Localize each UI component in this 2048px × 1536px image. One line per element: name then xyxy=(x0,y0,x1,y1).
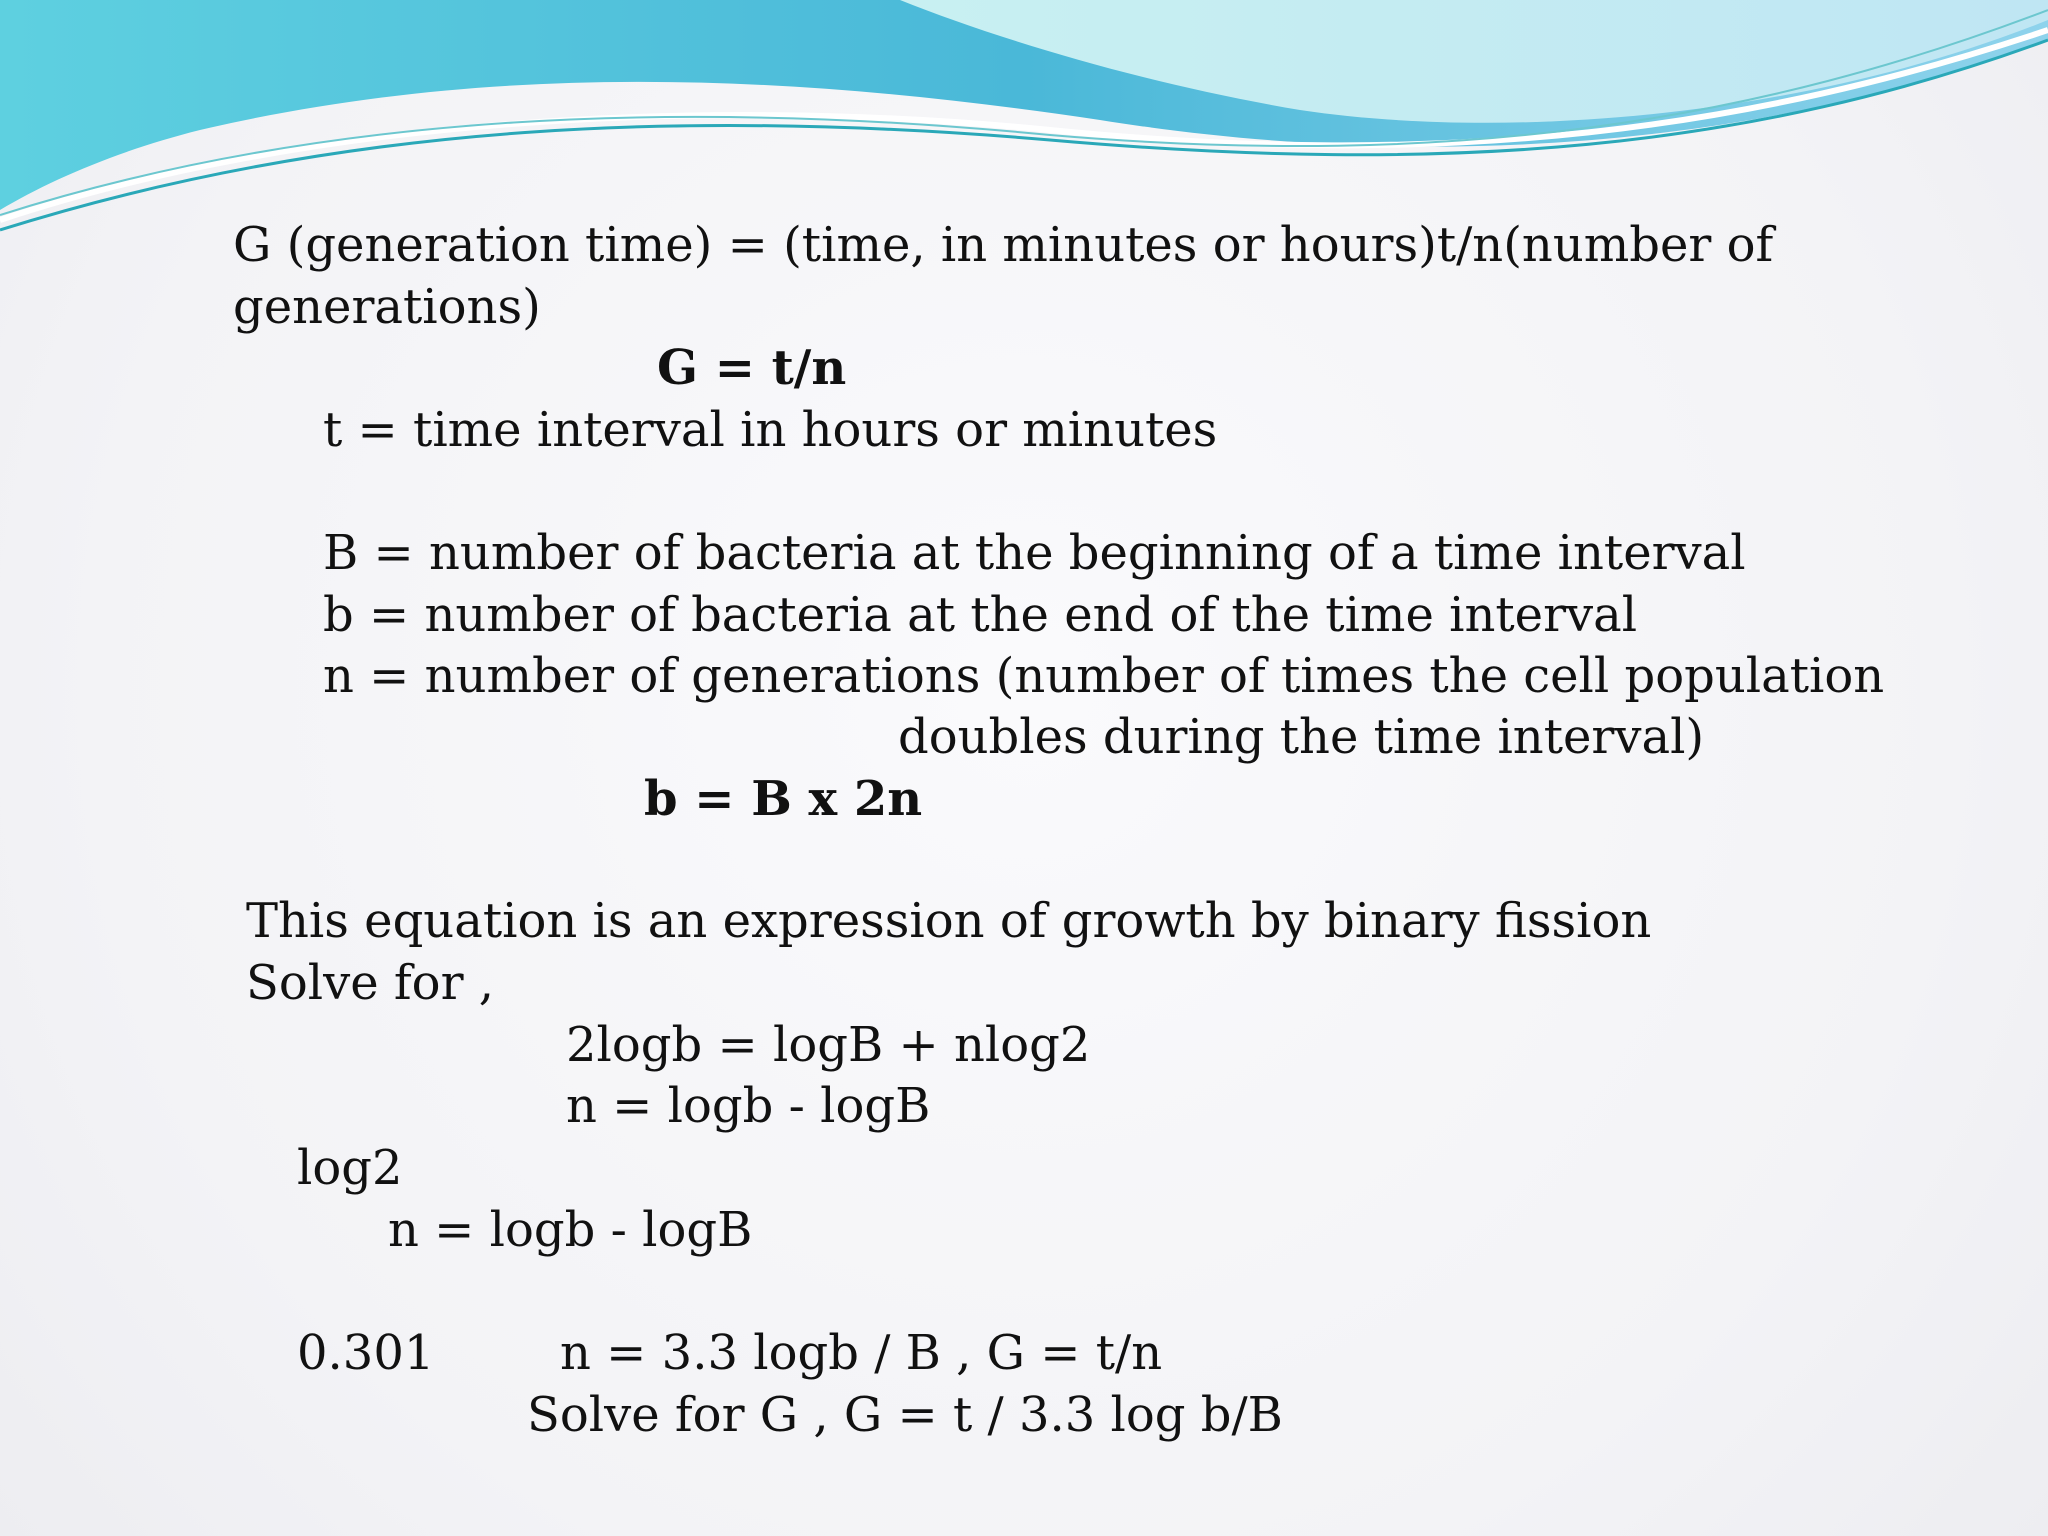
equation-log-2: n = logb - logB xyxy=(566,1078,931,1134)
equation-log-3: n = logb - logB xyxy=(388,1202,753,1258)
definition-b: b = number of bacteria at the end of the time interval xyxy=(323,587,1638,643)
equation-n-final: n = 3.3 logb / B , G = t/n xyxy=(560,1325,1163,1381)
definition-n-continued: doubles during the time interval) xyxy=(898,709,1705,765)
text-log2: log2 xyxy=(297,1140,403,1196)
text-solve-for: Solve for , xyxy=(246,955,495,1011)
definition-n: n = number of generations (number of times the cell population xyxy=(323,648,1885,704)
definition-B: B = number of bacteria at the beginning of a time interval xyxy=(323,525,1746,581)
equation-g-final: Solve for G , G = t / 3.3 log b/B xyxy=(527,1387,1283,1443)
text-binary-fission: This equation is an expression of growth by binary fission xyxy=(246,893,1652,949)
text-0301: 0.301 xyxy=(297,1325,435,1381)
text-line-1: G (generation time) = (time, in minutes or hours)t/n(number of xyxy=(233,217,1774,273)
text-line-2: generations) xyxy=(233,279,541,335)
equation-generation-time: G = t/n xyxy=(657,340,847,396)
definition-t: t = time interval in hours or minutes xyxy=(323,402,1218,458)
equation-log-1: 2logb = logB + nlog2 xyxy=(566,1017,1091,1073)
equation-growth: b = B x 2n xyxy=(644,771,923,827)
